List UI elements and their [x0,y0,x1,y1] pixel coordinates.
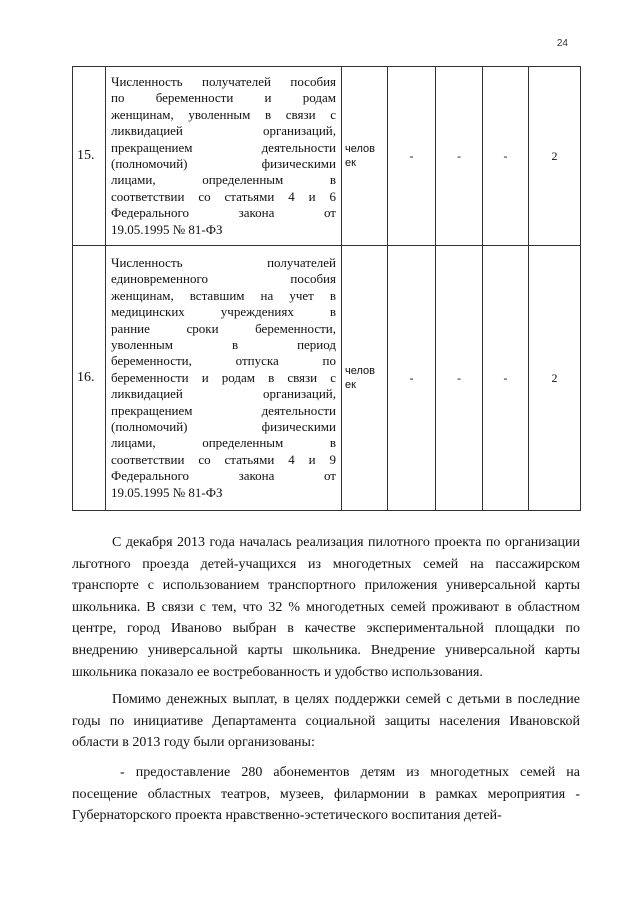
paragraph-pilot-project: С декабря 2013 года началась реализация пилотного проекта по организации льготного проезда детей-учащихся из многодетных семей на пассажирском транспорте с использованием транспортного приложения универсальной карты школьника. В связи с тем, что 32 % многодетных семей проживают в областном центре, город Иваново выбран в качестве экспериментальной площадки по внедрению универсальной карты школьника. Внедрение универсальной карты школьника показало ее востребованность и удобство использования. [72,535,580,680]
row-value: - [388,246,436,511]
row-value: - [388,67,436,246]
row-description: Численность получателей единовременного пособия женщинам, вставшим на учет в медицинских учреждениях в ранние сроки беременности, уволенным в период беременности, отпуска по беременности и родам в связи с ликвидацией организаций, прекращением деятельности (полномочий) физическими лицами, определенным в соответствии со статьями 4 и 9 Федерального закона от 19.05.1995 № 81-ФЗ [106,246,342,511]
paragraph-support-measures: Помимо денежных выплат, в целях поддержки семей с детьми в последние годы по инициативе Департамента социальной защиты населения Ивановской области в 2013 году были организованы: [72,692,580,751]
table-row [73,67,581,246]
row-value: - [483,67,529,246]
row-unit: челов ек [342,67,388,246]
row-value: - [436,246,483,511]
paragraph-list-item: - предоставление 280 абонементов детям из многодетных семей на посещение областных театров, музеев, филармонии в рамках мероприятия - Губернаторского проекта нравственно-эстетического воспитания детей- [72,764,580,824]
row-value: 2 [529,246,581,511]
page-number: 24 [556,38,568,49]
row-unit: челов ек [342,246,388,511]
statistics-table [72,66,581,511]
row-number: 16. [73,246,106,511]
row-description: Численность получателей пособия по беременности и родам женщинам, уволенным в связи с ликвидацией организаций, прекращением деятельности (полномочий) физическими лицами, определенным в соответствии со статьями 4 и 6 Федерального закона от 19.05.1995 № 81-ФЗ [106,67,342,246]
row-value: - [436,67,483,246]
table-row [73,246,581,511]
row-number: 15. [73,67,106,246]
row-value: - [483,246,529,511]
body-text [72,532,580,827]
row-value: 2 [529,67,581,246]
